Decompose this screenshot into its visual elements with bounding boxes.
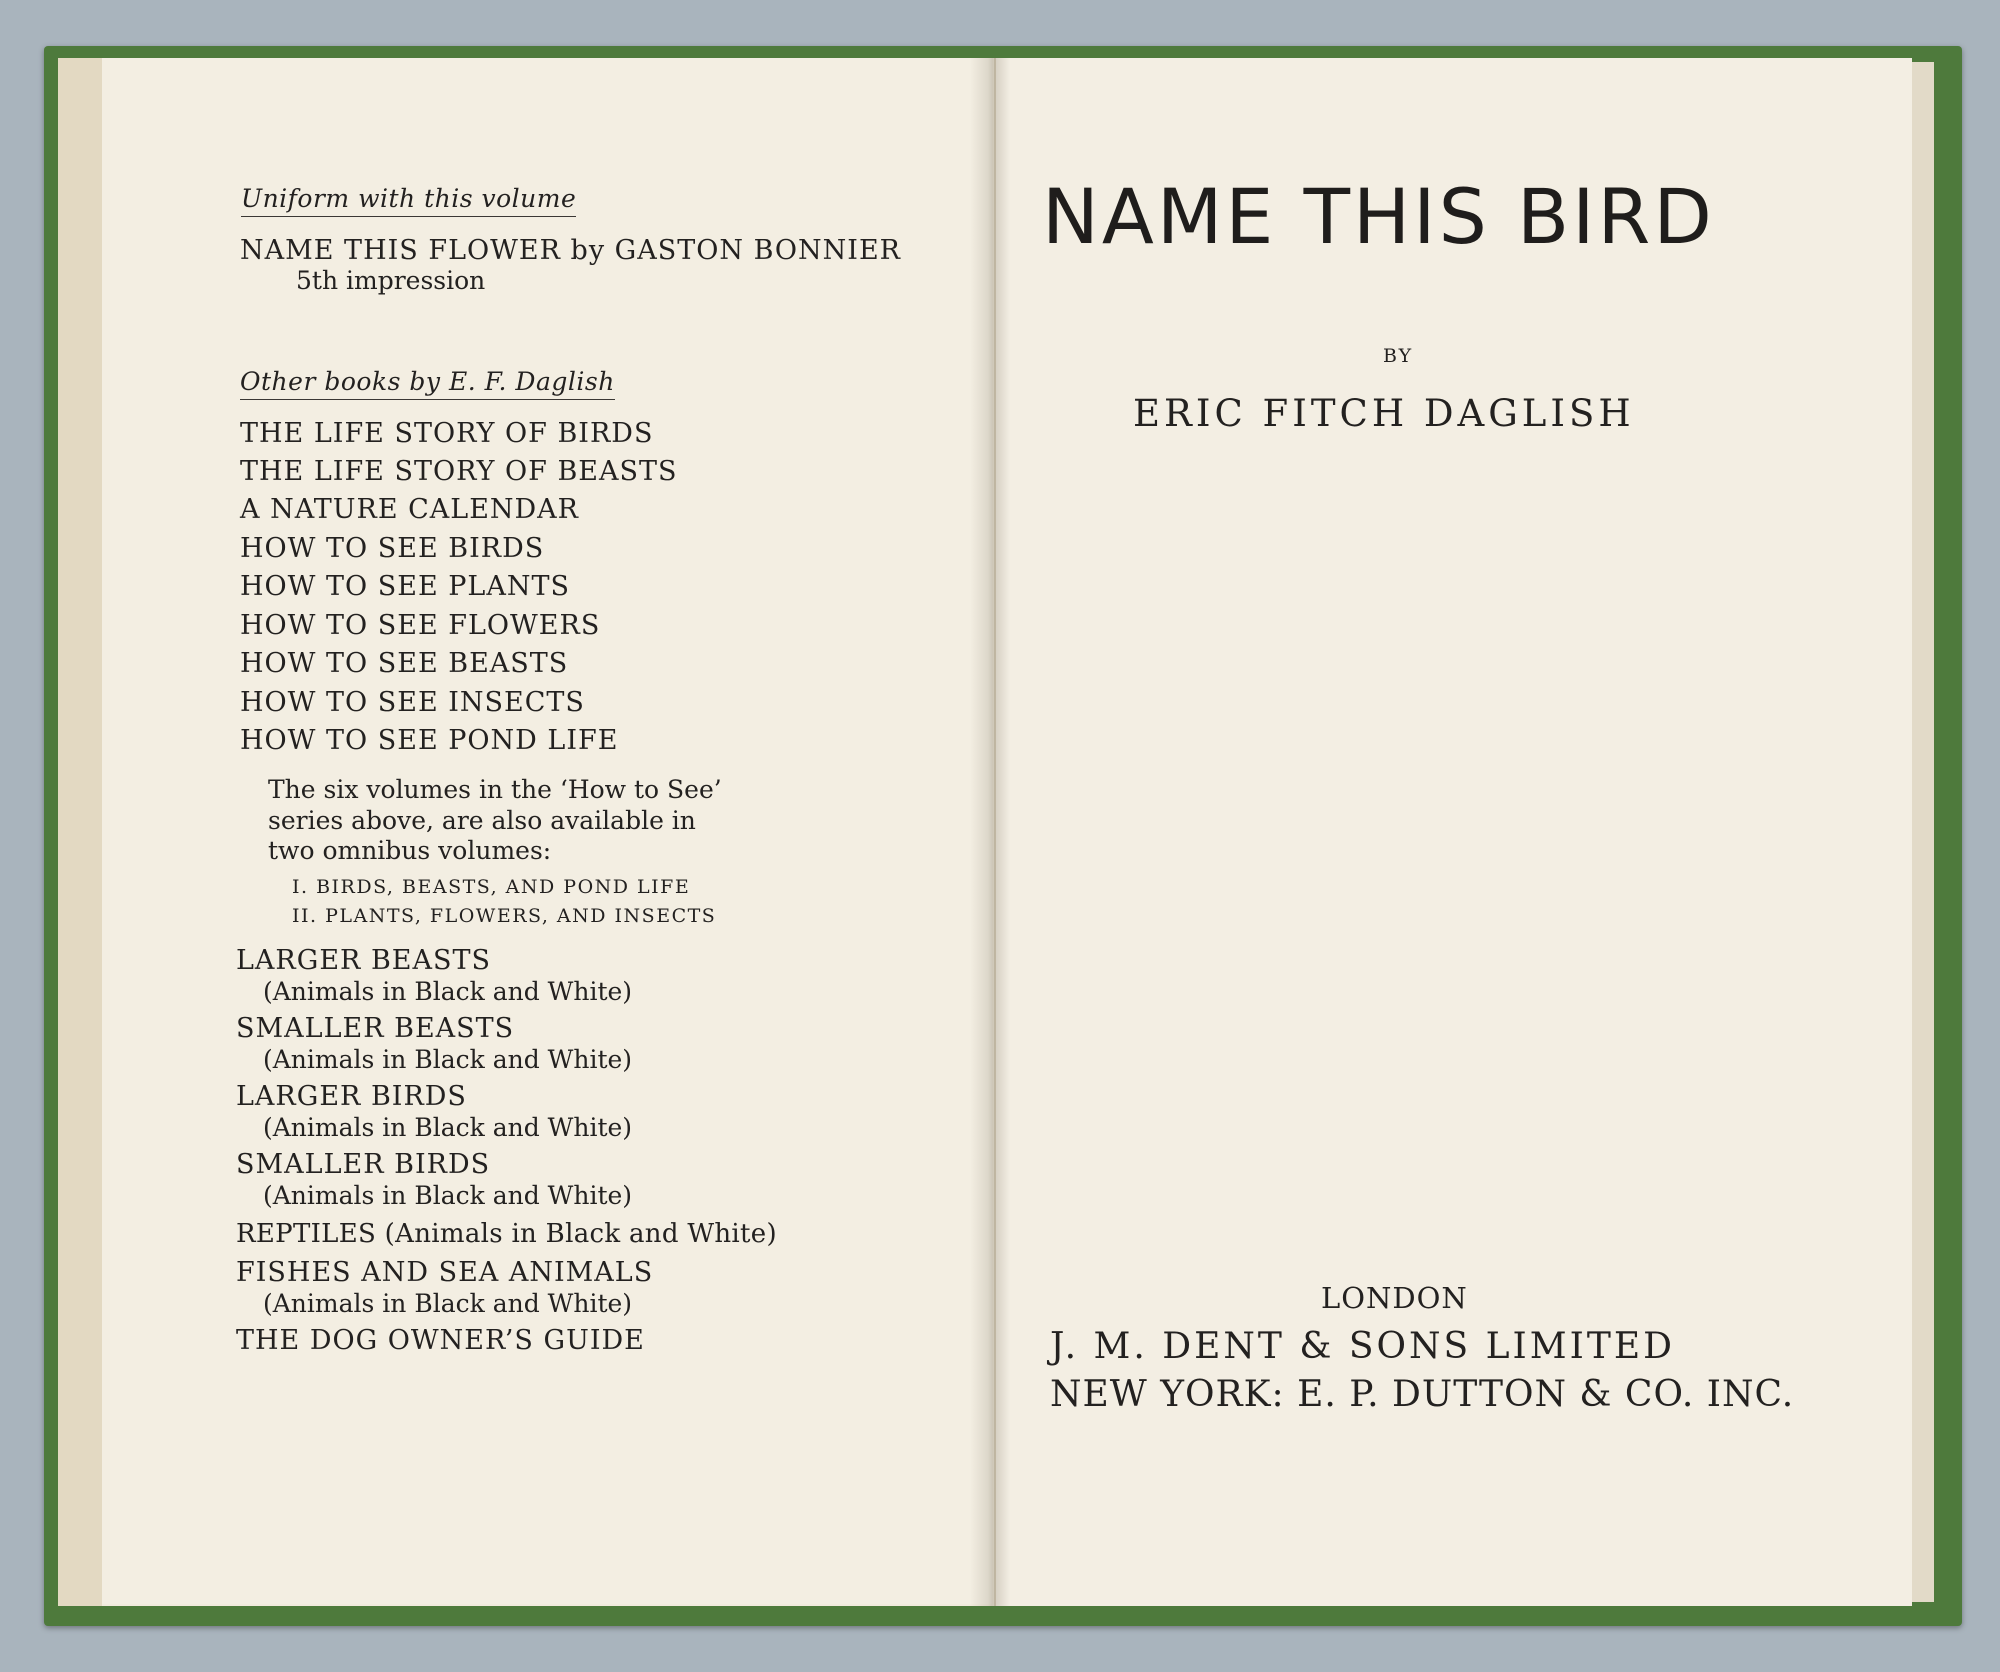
animal-book-subtitle: (Animals in Black and White)	[263, 977, 633, 1006]
omnibus-volume: I. BIRDS, BEASTS, AND POND LIFE	[292, 876, 691, 898]
book-title: HOW TO SEE BIRDS	[240, 533, 545, 564]
animal-book-title: SMALLER BIRDS	[236, 1149, 491, 1180]
dog-guide-book: THE DOG OWNER’S GUIDE	[236, 1325, 645, 1356]
left-page-edge	[58, 58, 102, 1606]
uniform-book-line: NAME THIS FLOWER by GASTON BONNIER	[240, 235, 901, 266]
book-title: HOW TO SEE INSECTS	[240, 687, 585, 718]
by-label: BY	[1383, 345, 1414, 367]
animal-book-title: LARGER BIRDS	[236, 1081, 467, 1112]
book-title-heading: NAME THIS BIRD	[1042, 172, 1715, 261]
book-title: THE LIFE STORY OF BIRDS	[240, 418, 654, 449]
publisher-name: J. M. DENT & SONS LIMITED	[1050, 1326, 1676, 1367]
animal-book-subtitle: (Animals in Black and White)	[263, 1113, 633, 1142]
book-title: A NATURE CALENDAR	[240, 494, 580, 525]
reptiles-book: REPTILES (Animals in Black and White)	[236, 1219, 777, 1249]
animal-book-subtitle: (Animals in Black and White)	[263, 1045, 633, 1074]
omnibus-volume: II. PLANTS, FLOWERS, AND INSECTS	[292, 905, 717, 927]
right-page-edge	[1912, 62, 1934, 1602]
animal-book-title: LARGER BEASTS	[236, 945, 491, 976]
animal-book-title: SMALLER BEASTS	[236, 1013, 515, 1044]
publisher-city: LONDON	[1321, 1281, 1468, 1315]
animal-book-subtitle: (Animals in Black and White)	[263, 1181, 633, 1210]
series-note-line: two omnibus volumes:	[268, 836, 552, 865]
book-title: HOW TO SEE BEASTS	[240, 648, 569, 679]
series-note-line: series above, are also available in	[268, 806, 696, 835]
book-title: HOW TO SEE POND LIFE	[240, 725, 619, 756]
author-name: ERIC FITCH DAGLISH	[1133, 392, 1635, 435]
uniform-book-impression: 5th impression	[296, 266, 486, 295]
fishes-book-subtitle: (Animals in Black and White)	[263, 1289, 633, 1318]
gutter-shadow	[970, 58, 1010, 1606]
fishes-book-title: FISHES AND SEA ANIMALS	[236, 1257, 654, 1288]
other-books-heading: Other books by E. F. Daglish	[240, 367, 615, 400]
co-publisher-name: NEW YORK: E. P. DUTTON & CO. INC.	[1050, 1374, 1795, 1415]
book-title: HOW TO SEE PLANTS	[240, 571, 570, 602]
book-title: THE LIFE STORY OF BEASTS	[240, 456, 678, 487]
series-note-line: The six volumes in the ‘How to See’	[268, 775, 722, 804]
book-title: HOW TO SEE FLOWERS	[240, 610, 601, 641]
uniform-heading: Uniform with this volume	[241, 184, 576, 217]
